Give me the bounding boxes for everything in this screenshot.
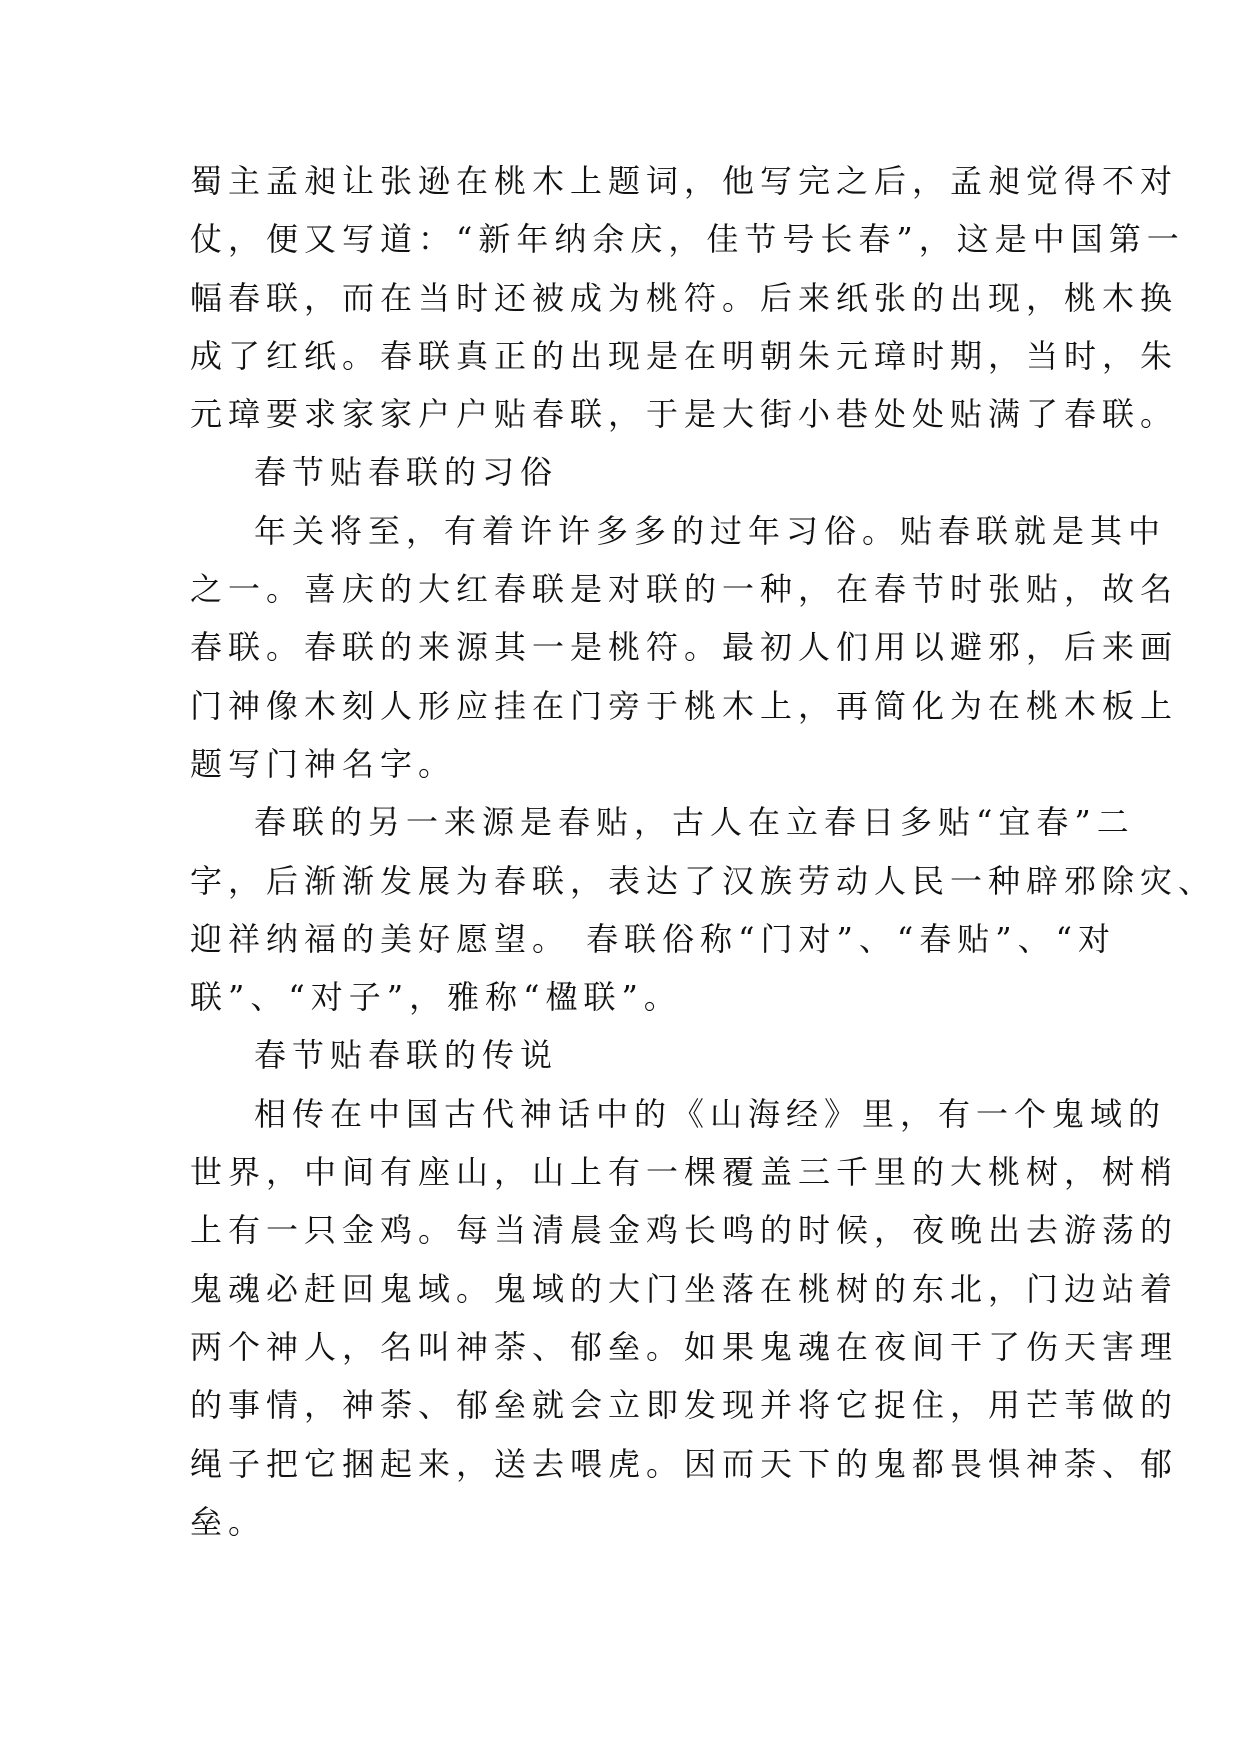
- paragraph-line: 门神像木刻人形应挂在门旁于桃木上，再简化为在桃木板上: [190, 686, 1179, 725]
- paragraph-line: 春联。春联的来源其一是桃符。最初人们用以避邪，后来画: [190, 628, 1179, 667]
- paragraph-line: 蜀主孟昶让张逊在桃木上题词，他写完之后，孟昶觉得不对: [190, 162, 1179, 200]
- document-body: [190, 152, 1217, 1551]
- section-heading: 春节贴春联的习俗: [254, 453, 559, 492]
- paragraph-line: 垒。: [190, 1502, 267, 1541]
- paragraph-line: 年关将至，有着许许多多的过年习俗。贴春联就是其中: [254, 511, 1167, 550]
- paragraph-line: 仗，便又写道：“新年纳余庆，佳节号长春”，这是中国第一: [190, 220, 1185, 259]
- paragraph-line: 字，后渐渐发展为春联，表达了汉族劳动人民一种辟邪除灾、: [190, 861, 1217, 900]
- paragraph-line: 迎祥纳福的美好愿望。 春联俗称“门对”、“春贴”、“对: [190, 919, 1116, 958]
- paragraph-line: 绳子把它捆起来，送去喂虎。因而天下的鬼都畏惧神荼、郁: [190, 1444, 1179, 1483]
- section-heading: 春节贴春联的传说: [254, 1036, 559, 1075]
- paragraph-line: 题写门神名字。: [190, 744, 457, 783]
- paragraph-line: 联”、“对子”，雅称“楹联”。: [190, 978, 682, 1017]
- paragraph-line: 两个神人，名叫神荼、郁垒。如果鬼魂在夜间干了伤天害理: [190, 1327, 1179, 1366]
- paragraph-line: 成了红纸。春联真正的出现是在明朝朱元璋时期，当时，朱: [190, 336, 1179, 375]
- paragraph: [190, 1085, 1179, 1551]
- paragraph-line: 鬼魂必赶回鬼域。鬼域的大门坐落在桃树的东北，门边站着: [190, 1269, 1179, 1308]
- paragraph-line: 世界，中间有座山，山上有一棵覆盖三千里的大桃树，树梢: [190, 1153, 1179, 1192]
- paragraph: [190, 152, 1185, 443]
- paragraph-line: 的事情，神荼、郁垒就会立即发现并将它捉住，用芒苇做的: [190, 1386, 1179, 1425]
- paragraph: [190, 793, 1217, 1026]
- paragraph-line: 之一。喜庆的大红春联是对联的一种，在春节时张贴，故名: [190, 570, 1179, 609]
- paragraph-line: 春联的另一来源是春贴，古人在立春日多贴“宜春”二: [254, 803, 1135, 842]
- paragraph-line: 相传在中国古代神话中的《山海经》里，有一个鬼域的: [254, 1094, 1167, 1133]
- paragraph-line: 元璋要求家家户户贴春联，于是大街小巷处处贴满了春联。: [190, 395, 1179, 434]
- paragraph: [190, 502, 1179, 793]
- paragraph-line: 幅春联，而在当时还被成为桃符。后来纸张的出现，桃木换: [190, 278, 1179, 317]
- paragraph-line: 上有一只金鸡。每当清晨金鸡长鸣的时候，夜晚出去游荡的: [190, 1211, 1179, 1250]
